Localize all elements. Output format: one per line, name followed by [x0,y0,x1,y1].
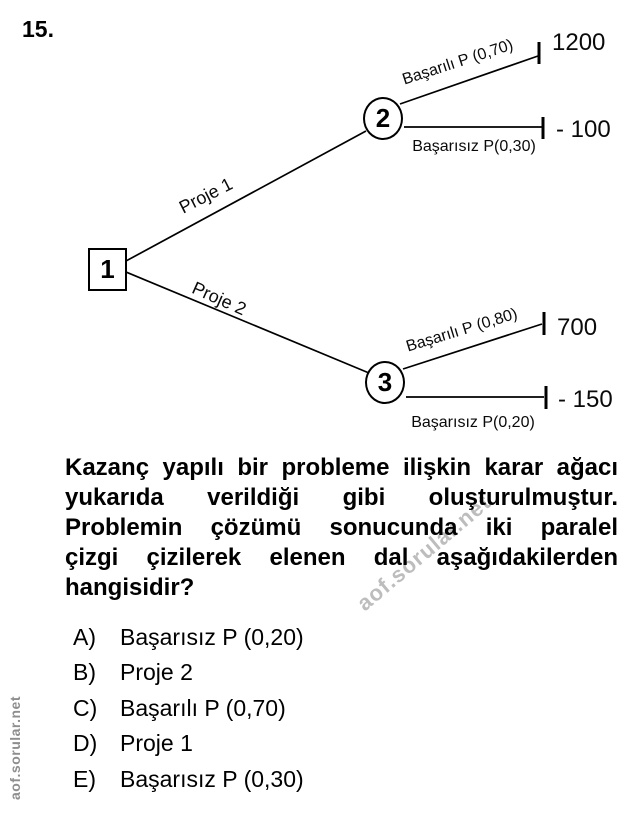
option-d-letter: D) [73,730,98,756]
payoff-value-700: 700 [557,314,598,341]
option-b [73,660,193,684]
question-line: Kazanç yapılı bir probleme ilişkin karar ağacı [65,454,618,481]
branch-label-node3-success: Başarılı P (0,80) [404,305,520,356]
question-line: yukarıda verildiği gibi oluşturulmuştur. [65,484,618,511]
question-text [65,453,618,603]
diagonal-watermark: aof.sorular.net [351,489,496,616]
branch-label-proje-1: Proje 1 [175,173,236,218]
option-e-letter: E) [73,766,96,792]
option-c-letter: C) [73,695,98,721]
question-line: hangisidir? [65,574,195,601]
option-d-text: Proje 1 [120,730,193,756]
question-number: 15. [22,16,54,42]
branch-label-node3-fail: Başarısız P(0,20) [411,414,535,431]
option-a-letter: A) [73,624,96,650]
payoff-value-1200: 1200 [552,29,606,56]
option-c [73,696,286,720]
option-a-text: Başarısız P (0,20) [120,624,304,650]
option-e-text: Başarısız P (0,30) [120,766,304,792]
option-c-text: Başarılı P (0,70) [120,695,286,721]
chance-node-2: 2 [363,97,403,140]
option-a [73,625,304,649]
question-line: Problemin çözümü sonucunda iki paralel [65,514,618,541]
payoff-value-minus-150: - 150 [558,386,613,413]
branch-label-node2-fail: Başarısız P(0,30) [412,138,536,155]
option-d [73,731,193,755]
option-b-letter: B) [73,659,96,685]
branch-label-node2-success: Başarılı P (0,70) [400,36,516,89]
chance-node-3: 3 [365,361,405,404]
question-line: çizgi çizilerek elenen dal aşağıdakilerden [65,544,618,571]
branch-line-proje-2 [126,272,369,373]
site-watermark-vertical: aof.sorular.net [7,696,23,800]
branch-line-proje-1 [126,131,366,261]
payoff-value-minus-100: - 100 [556,116,611,143]
decision-node-1: 1 [88,248,127,291]
option-b-text: Proje 2 [120,659,193,685]
option-e [73,767,304,791]
branch-label-proje-2: Proje 2 [189,277,250,320]
